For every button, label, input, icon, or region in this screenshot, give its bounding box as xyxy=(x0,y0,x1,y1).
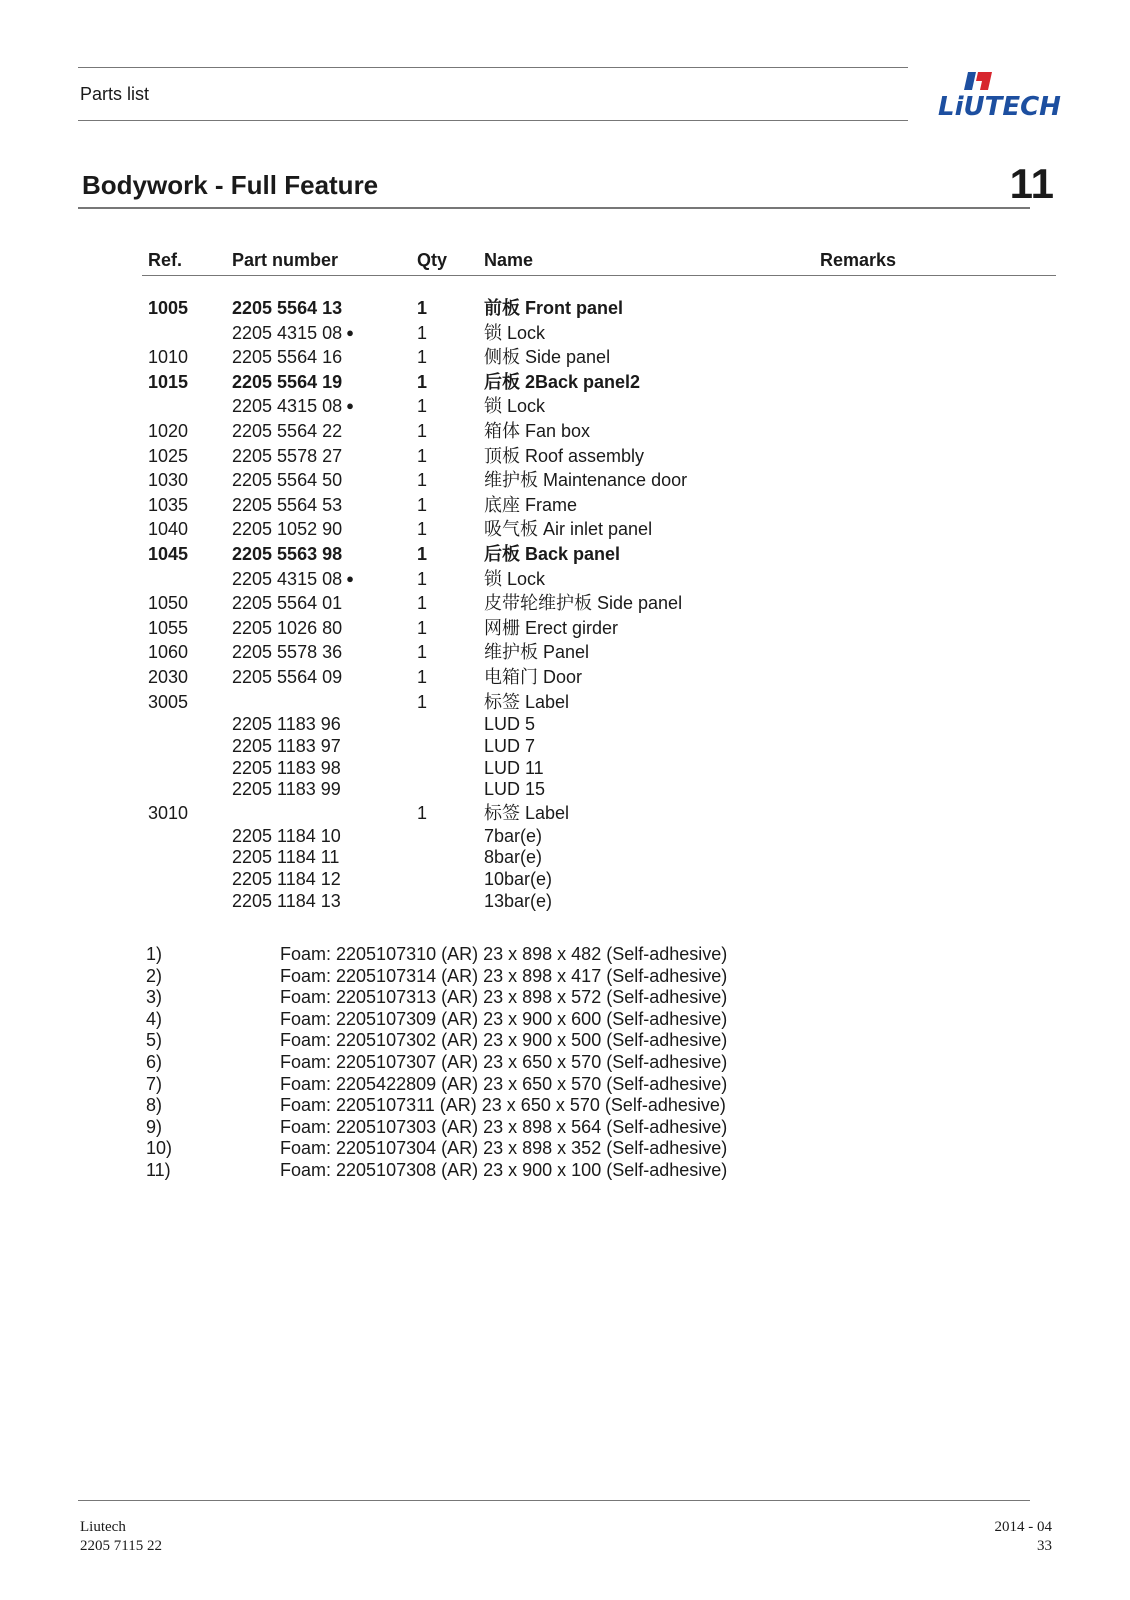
cell-qty xyxy=(411,869,478,891)
cell-qty: 1 xyxy=(417,519,428,540)
table-row xyxy=(142,616,1056,641)
cell-remarks xyxy=(814,869,1056,891)
cell-ref xyxy=(142,736,226,758)
cell-part-number xyxy=(226,779,411,801)
cell-name: 网栅 Erect girder xyxy=(484,617,619,638)
cell-part-number xyxy=(226,616,411,641)
table-row xyxy=(142,591,1056,616)
part-number-text: 2205 1183 98 xyxy=(232,757,341,778)
cell-remarks xyxy=(814,444,1056,469)
col-header-qty: Qty xyxy=(411,246,478,276)
footer-date: 2014 - 04 xyxy=(994,1519,1052,1535)
cell-remarks xyxy=(814,616,1056,641)
cell-part-number xyxy=(226,468,411,493)
cell-name: 顶板 Roof assembly xyxy=(484,445,645,466)
cell-ref xyxy=(142,714,226,736)
cell-remarks xyxy=(814,517,1056,542)
brand-logo xyxy=(938,70,1061,126)
table-header-row xyxy=(142,246,1056,276)
cell-ref: 1035 xyxy=(148,494,189,515)
note-text: Foam: 2205107311 (AR) 23 x 650 x 570 (Self-adhesive) xyxy=(280,1095,726,1116)
table-row xyxy=(142,847,1056,869)
cell-name: 吸气板 Air inlet panel xyxy=(484,519,653,540)
cell-ref xyxy=(142,758,226,780)
cell-part-number xyxy=(226,517,411,542)
table-row xyxy=(142,444,1056,469)
cell-ref: 3010 xyxy=(148,802,189,823)
table-row xyxy=(142,296,1056,321)
note-text: Foam: 2205107308 (AR) 23 x 900 x 100 (Self-adhesive) xyxy=(280,1159,728,1180)
cell-part-number xyxy=(226,567,411,592)
title-rule xyxy=(78,207,1030,209)
cell-remarks xyxy=(814,542,1056,567)
cell-qty: 1 xyxy=(417,543,428,564)
list-item xyxy=(146,1138,727,1160)
part-number-text: 2205 4315 08 xyxy=(232,396,343,417)
cell-name: 前板 Front panel xyxy=(484,298,623,318)
cell-part-number xyxy=(226,493,411,518)
cell-ref: 1015 xyxy=(148,371,189,392)
cell-qty: 1 xyxy=(417,691,428,712)
table-row xyxy=(142,714,1056,736)
note-text: Foam: 2205107303 (AR) 23 x 898 x 564 (Self-adhesive) xyxy=(280,1116,728,1137)
col-header-name: Name xyxy=(478,246,814,276)
table-row xyxy=(142,736,1056,758)
cell-part-number xyxy=(226,444,411,469)
cell-remarks xyxy=(814,736,1056,758)
cell-remarks xyxy=(814,714,1056,736)
col-header-part-number: Part number xyxy=(226,246,411,276)
footer-company: Liutech xyxy=(80,1519,126,1535)
cell-remarks xyxy=(814,419,1056,444)
part-number-text: 2205 4315 08 xyxy=(232,568,343,589)
part-number-text: 2205 5564 19 xyxy=(232,371,343,392)
cell-ref: 1020 xyxy=(148,420,189,441)
foam-notes-list xyxy=(146,944,727,1182)
parts-table-body xyxy=(142,276,1056,913)
header-top-rule xyxy=(78,67,908,68)
cell-part-number xyxy=(226,370,411,395)
header-section-label: Parts list xyxy=(80,84,150,104)
cell-name: 后板 2Back panel2 xyxy=(484,371,641,392)
note-text: Foam: 2205107309 (AR) 23 x 900 x 600 (Self-adhesive) xyxy=(280,1008,728,1029)
list-item xyxy=(146,1009,727,1031)
cell-qty: 1 xyxy=(417,802,428,823)
cell-ref xyxy=(142,321,226,346)
part-number-text: 2205 1184 13 xyxy=(232,890,341,911)
cell-part-number xyxy=(226,690,411,715)
part-number-text: 2205 1184 10 xyxy=(232,825,341,846)
cell-remarks xyxy=(814,296,1056,321)
part-number-text: 2205 5564 22 xyxy=(232,420,343,441)
parts-table xyxy=(142,246,1056,912)
cell-qty: 1 xyxy=(417,445,428,466)
cell-remarks xyxy=(814,370,1056,395)
cell-name: 锁 Lock xyxy=(484,396,546,417)
table-row xyxy=(142,394,1056,419)
cell-qty: 1 xyxy=(417,642,428,663)
cell-part-number xyxy=(226,736,411,758)
cell-qty: 1 xyxy=(417,593,428,614)
cell-ref: 1005 xyxy=(148,298,189,318)
cell-name: LUD 7 xyxy=(484,735,536,756)
cell-ref: 1025 xyxy=(148,445,189,466)
cell-part-number xyxy=(226,714,411,736)
table-row xyxy=(142,419,1056,444)
note-number: 2) xyxy=(146,965,163,986)
cell-part-number xyxy=(226,665,411,690)
table-row xyxy=(142,493,1056,518)
part-number-text: 2205 5564 09 xyxy=(232,666,343,687)
logo-mark-icon xyxy=(938,70,1058,94)
cell-qty: 1 xyxy=(417,470,428,491)
note-number: 3) xyxy=(146,987,163,1008)
cell-qty: 1 xyxy=(417,617,428,638)
footer-left xyxy=(80,1518,162,1556)
list-item xyxy=(146,1117,727,1139)
cell-qty: 1 xyxy=(417,298,428,318)
cell-part-number xyxy=(226,801,411,826)
table-row xyxy=(142,779,1056,801)
cell-name: 电箱门 Door xyxy=(484,666,583,687)
cell-ref: 1045 xyxy=(148,543,189,564)
cell-remarks xyxy=(814,493,1056,518)
cell-part-number xyxy=(226,891,411,913)
cell-part-number xyxy=(226,296,411,321)
list-item xyxy=(146,1030,727,1052)
cell-name: 10bar(e) xyxy=(484,868,553,889)
cell-ref: 1055 xyxy=(148,617,189,638)
cell-ref xyxy=(142,779,226,801)
note-text: Foam: 2205107310 (AR) 23 x 898 x 482 (Self-adhesive) xyxy=(280,944,728,964)
cell-remarks xyxy=(814,690,1056,715)
note-text: Foam: 2205107307 (AR) 23 x 650 x 570 (Self-adhesive) xyxy=(280,1051,728,1072)
cell-name: 维护板 Panel xyxy=(484,642,590,663)
footer-rule xyxy=(78,1500,1030,1501)
table-row xyxy=(142,640,1056,665)
cell-part-number xyxy=(226,640,411,665)
table-row xyxy=(142,891,1056,913)
cell-ref xyxy=(142,891,226,913)
cell-name: 13bar(e) xyxy=(484,890,553,911)
note-number: 11) xyxy=(146,1159,171,1180)
cell-ref xyxy=(142,847,226,869)
cell-qty xyxy=(411,758,478,780)
cell-name: 锁 Lock xyxy=(484,568,546,589)
page-title: Bodywork - Full Feature xyxy=(82,170,379,200)
col-header-remarks: Remarks xyxy=(814,246,1056,276)
cell-remarks xyxy=(814,345,1056,370)
cell-remarks xyxy=(814,591,1056,616)
part-number-text: 2205 5564 50 xyxy=(232,470,343,491)
note-text: Foam: 2205107302 (AR) 23 x 900 x 500 (Self-adhesive) xyxy=(280,1030,728,1051)
cell-ref: 1040 xyxy=(148,519,189,540)
cell-part-number xyxy=(226,394,411,419)
cell-remarks xyxy=(814,321,1056,346)
cell-name: 箱体 Fan box xyxy=(484,420,591,441)
bullet-marker-icon: ● xyxy=(346,324,354,340)
table-row xyxy=(142,801,1056,826)
brand-wordmark: LiUTECH xyxy=(938,92,1061,122)
cell-name: 标签 Label xyxy=(484,691,570,712)
list-item xyxy=(146,1160,727,1182)
part-number-text: 2205 1026 80 xyxy=(232,617,343,638)
cell-remarks xyxy=(814,779,1056,801)
note-number: 1) xyxy=(146,944,163,964)
cell-qty: 1 xyxy=(417,347,428,368)
cell-qty: 1 xyxy=(417,494,428,515)
cell-ref: 2030 xyxy=(148,666,189,687)
cell-part-number xyxy=(226,321,411,346)
note-text: Foam: 2205107314 (AR) 23 x 898 x 417 (Self-adhesive) xyxy=(280,965,728,986)
table-row xyxy=(142,517,1056,542)
bullet-marker-icon: ● xyxy=(346,570,354,586)
table-row xyxy=(142,321,1056,346)
cell-qty: 1 xyxy=(417,322,428,343)
cell-qty: 1 xyxy=(417,666,428,687)
cell-qty xyxy=(411,847,478,869)
table-row xyxy=(142,869,1056,891)
header-bottom-rule xyxy=(78,120,908,121)
table-row xyxy=(142,826,1056,848)
footer-right xyxy=(995,1518,1053,1556)
note-text: Foam: 2205107304 (AR) 23 x 898 x 352 (Self-adhesive) xyxy=(280,1138,728,1159)
part-number-text: 2205 5578 27 xyxy=(232,445,343,466)
cell-part-number xyxy=(226,869,411,891)
table-row xyxy=(142,758,1056,780)
cell-qty: 1 xyxy=(417,396,428,417)
cell-part-number xyxy=(226,826,411,848)
table-row xyxy=(142,690,1056,715)
note-number: 8) xyxy=(146,1095,163,1116)
cell-ref: 1010 xyxy=(148,347,189,368)
cell-remarks xyxy=(814,801,1056,826)
part-number-text: 2205 1183 99 xyxy=(232,779,341,800)
cell-name: 8bar(e) xyxy=(484,847,543,868)
cell-remarks xyxy=(814,665,1056,690)
cell-part-number xyxy=(226,345,411,370)
part-number-text: 2205 1184 12 xyxy=(232,868,341,889)
cell-name: 维护板 Maintenance door xyxy=(484,470,688,491)
part-number-text: 2205 5564 16 xyxy=(232,347,343,368)
cell-ref: 1050 xyxy=(148,593,189,614)
part-number-text: 2205 1184 11 xyxy=(232,847,340,868)
section-number: 11 xyxy=(1009,160,1054,207)
bullet-marker-icon: ● xyxy=(346,398,354,414)
cell-qty: 1 xyxy=(417,420,428,441)
cell-name: 标签 Label xyxy=(484,802,570,823)
cell-remarks xyxy=(814,891,1056,913)
cell-ref xyxy=(142,394,226,419)
cell-qty xyxy=(411,714,478,736)
note-number: 6) xyxy=(146,1051,163,1072)
cell-name: 皮带轮维护板 Side panel xyxy=(484,593,683,614)
cell-remarks xyxy=(814,394,1056,419)
cell-name: LUD 5 xyxy=(484,714,536,735)
note-text: Foam: 2205422809 (AR) 23 x 650 x 570 (Self-adhesive) xyxy=(280,1073,728,1094)
note-number: 9) xyxy=(146,1116,163,1137)
cell-qty xyxy=(411,826,478,848)
list-item xyxy=(146,944,727,966)
footer-doc-number: 2205 7115 22 xyxy=(80,1538,162,1554)
cell-remarks xyxy=(814,468,1056,493)
cell-remarks xyxy=(814,567,1056,592)
cell-qty: 1 xyxy=(417,371,428,392)
list-item xyxy=(146,1095,727,1117)
table-row xyxy=(142,345,1056,370)
note-number: 10) xyxy=(146,1138,173,1159)
part-number-text: 2205 1183 96 xyxy=(232,714,341,735)
cell-ref xyxy=(142,567,226,592)
note-text: Foam: 2205107313 (AR) 23 x 898 x 572 (Self-adhesive) xyxy=(280,987,728,1008)
cell-part-number xyxy=(226,542,411,567)
list-item xyxy=(146,987,727,1009)
note-number: 5) xyxy=(146,1030,163,1051)
cell-ref: 1060 xyxy=(148,642,189,663)
cell-qty xyxy=(411,779,478,801)
cell-remarks xyxy=(814,826,1056,848)
part-number-text: 2205 1052 90 xyxy=(232,519,343,540)
cell-qty: 1 xyxy=(417,568,428,589)
list-item xyxy=(146,966,727,988)
table-row xyxy=(142,370,1056,395)
table-row xyxy=(142,665,1056,690)
cell-ref: 1030 xyxy=(148,470,189,491)
cell-remarks xyxy=(814,640,1056,665)
cell-name: 后板 Back panel xyxy=(484,543,621,564)
note-number: 4) xyxy=(146,1008,163,1029)
cell-name: 7bar(e) xyxy=(484,825,543,846)
list-item xyxy=(146,1074,727,1096)
table-row xyxy=(142,542,1056,567)
cell-remarks xyxy=(814,847,1056,869)
cell-qty xyxy=(411,891,478,913)
table-row xyxy=(142,468,1056,493)
part-number-text: 2205 4315 08 xyxy=(232,322,343,343)
cell-name: 锁 Lock xyxy=(484,322,546,343)
cell-part-number xyxy=(226,758,411,780)
part-number-text: 2205 5564 01 xyxy=(232,593,343,614)
part-number-text: 2205 5564 13 xyxy=(232,298,343,318)
footer-page-number: 33 xyxy=(1037,1538,1052,1554)
table-row xyxy=(142,567,1056,592)
cell-name: LUD 15 xyxy=(484,779,546,800)
cell-ref xyxy=(142,826,226,848)
cell-name: 侧板 Side panel xyxy=(484,347,611,368)
cell-qty xyxy=(411,736,478,758)
part-number-text: 2205 5578 36 xyxy=(232,642,343,663)
table-spacer xyxy=(142,276,1056,297)
cell-ref: 3005 xyxy=(148,691,189,712)
cell-part-number xyxy=(226,591,411,616)
cell-ref xyxy=(142,869,226,891)
part-number-text: 2205 5564 53 xyxy=(232,494,343,515)
col-header-ref: Ref. xyxy=(142,246,226,276)
part-number-text: 2205 5563 98 xyxy=(232,543,343,564)
cell-part-number xyxy=(226,419,411,444)
note-number: 7) xyxy=(146,1073,163,1094)
cell-name: 底座 Frame xyxy=(484,494,578,515)
cell-remarks xyxy=(814,758,1056,780)
list-item xyxy=(146,1052,727,1074)
cell-name: LUD 11 xyxy=(484,757,544,778)
part-number-text: 2205 1183 97 xyxy=(232,735,341,756)
cell-part-number xyxy=(226,847,411,869)
